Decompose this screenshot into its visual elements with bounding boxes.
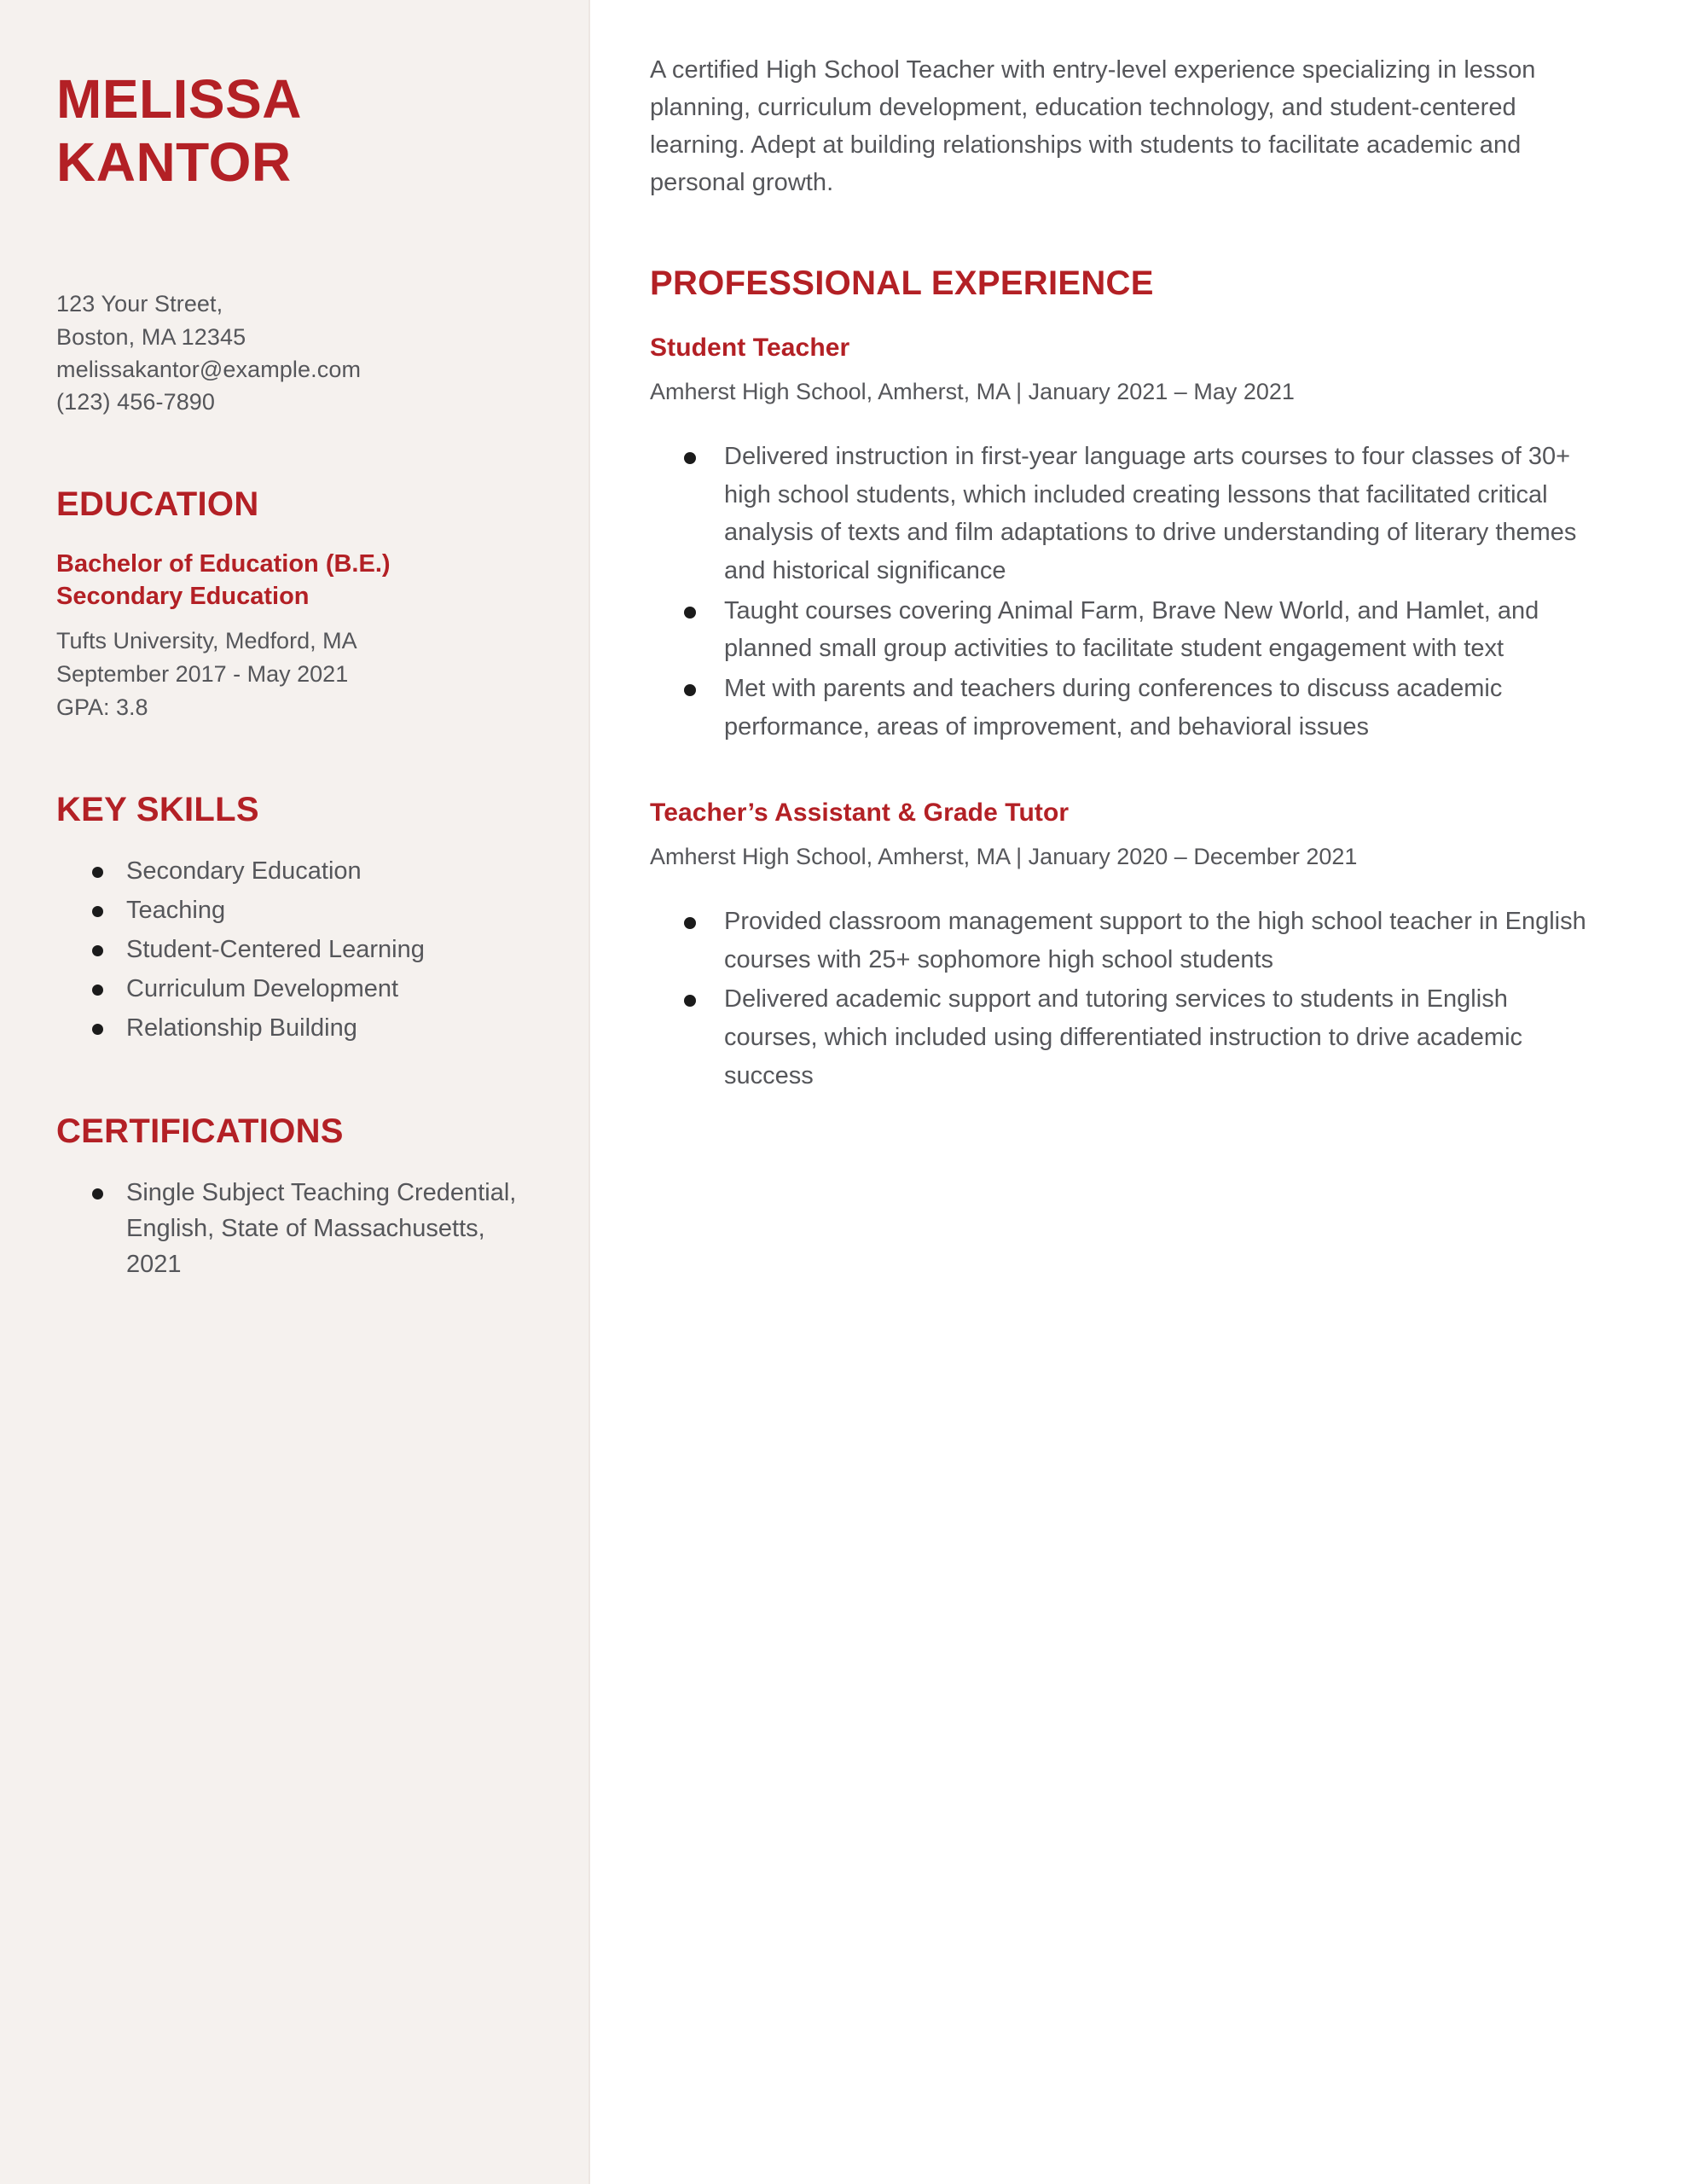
professional-summary: A certified High School Teacher with entry-level experience specializing in lesson planning, curriculum development, education technology, and student-centered learning. Adept at building relationships with students to facilitate academic and personal growth.	[650, 56, 1536, 197]
list-item	[56, 1010, 541, 1046]
job-bullet-text: Delivered instruction in first-year language arts courses to four classes of 30+ high school students, which included creating lessons that facilitated critical analysis of texts and film adaptations to drive understanding of literary themes and historical significance	[724, 443, 1577, 585]
list-item	[650, 980, 1605, 1095]
certifications-section	[56, 1112, 541, 1282]
list-item	[56, 853, 541, 889]
key-skills-section	[56, 791, 541, 1046]
experience-entry	[650, 334, 1605, 746]
job-title: Student Teacher	[650, 334, 850, 363]
job-bullet-text: Taught courses covering Animal Farm, Brave New World, and Hamlet, and planned small group activities to facilitate student engagement with text	[724, 596, 1539, 663]
list-item	[56, 932, 541, 967]
job-bullet-text: Provided classroom management support to the high school teacher in English courses with 25+ sophomore high school students	[724, 908, 1586, 973]
key-skills-list	[56, 853, 541, 1046]
key-skill-label: Secondary Education	[126, 857, 362, 885]
experience-entry	[650, 799, 1605, 1095]
list-item	[650, 592, 1605, 668]
job-bullet-text: Delivered academic support and tutoring services to students in English courses, which included using differentiated instruction to drive academic success	[724, 985, 1523, 1089]
bullet-icon	[684, 607, 696, 619]
bullet-icon	[684, 917, 696, 929]
list-item	[650, 670, 1605, 746]
professional-experience-heading: PROFESSIONAL EXPERIENCE	[650, 264, 1154, 303]
candidate-first-name: MELISSA	[56, 68, 302, 130]
contact-email[interactable]: melissakantor@example.com	[56, 356, 362, 382]
sidebar	[0, 0, 590, 2184]
key-skill-label: Relationship Building	[126, 1014, 357, 1042]
key-skill-label: Student-Centered Learning	[126, 935, 425, 963]
main-column	[590, 0, 1687, 2184]
list-item	[56, 1175, 541, 1282]
key-skill-label: Curriculum Development	[126, 974, 399, 1002]
certification-label: Single Subject Teaching Credential, English, State of Massachusetts, 2021	[126, 1178, 517, 1278]
contact-city-state-zip: Boston, MA 12345	[56, 323, 246, 350]
contact-street: 123 Your Street,	[56, 291, 223, 317]
education-degree-line-2: Secondary Education	[56, 582, 310, 610]
bullet-icon	[92, 985, 103, 996]
bullet-icon	[92, 867, 103, 878]
list-item	[650, 903, 1605, 979]
education-heading: EDUCATION	[56, 485, 259, 523]
job-bullet-list	[650, 903, 1605, 1095]
education-dates: September 2017 - May 2021	[56, 660, 349, 687]
contact-phone[interactable]: (123) 456-7890	[56, 389, 216, 415]
education-degree	[56, 548, 541, 613]
bullet-icon	[92, 1024, 103, 1035]
key-skill-label: Teaching	[126, 896, 226, 924]
bullet-icon	[684, 995, 696, 1007]
bullet-icon	[92, 945, 103, 956]
education-degree-line-1: Bachelor of Education (B.E.)	[56, 549, 391, 578]
contact-info	[56, 288, 541, 418]
certifications-list	[56, 1175, 541, 1282]
job-title: Teacher’s Assistant & Grade Tutor	[650, 799, 1070, 828]
bullet-icon	[684, 452, 696, 464]
certifications-heading: CERTIFICATIONS	[56, 1112, 344, 1150]
education-school: Tufts University, Medford, MA	[56, 628, 357, 654]
job-meta: Amherst High School, Amherst, MA | January 2021 – May 2021	[650, 379, 1295, 405]
list-item	[56, 971, 541, 1007]
bullet-icon	[92, 906, 103, 917]
job-bullet-list	[650, 438, 1605, 746]
candidate-name	[56, 68, 541, 194]
list-item	[650, 438, 1605, 590]
bullet-icon	[684, 684, 696, 696]
education-section	[56, 485, 541, 724]
bullet-icon	[92, 1188, 103, 1199]
job-meta: Amherst High School, Amherst, MA | January 2020 – December 2021	[650, 844, 1358, 870]
education-gpa: GPA: 3.8	[56, 694, 148, 720]
list-item	[56, 892, 541, 928]
key-skills-heading: KEY SKILLS	[56, 790, 259, 828]
job-bullet-text: Met with parents and teachers during conferences to discuss academic performance, areas of improvement, and behavioral issues	[724, 675, 1503, 741]
candidate-last-name: KANTOR	[56, 131, 292, 193]
